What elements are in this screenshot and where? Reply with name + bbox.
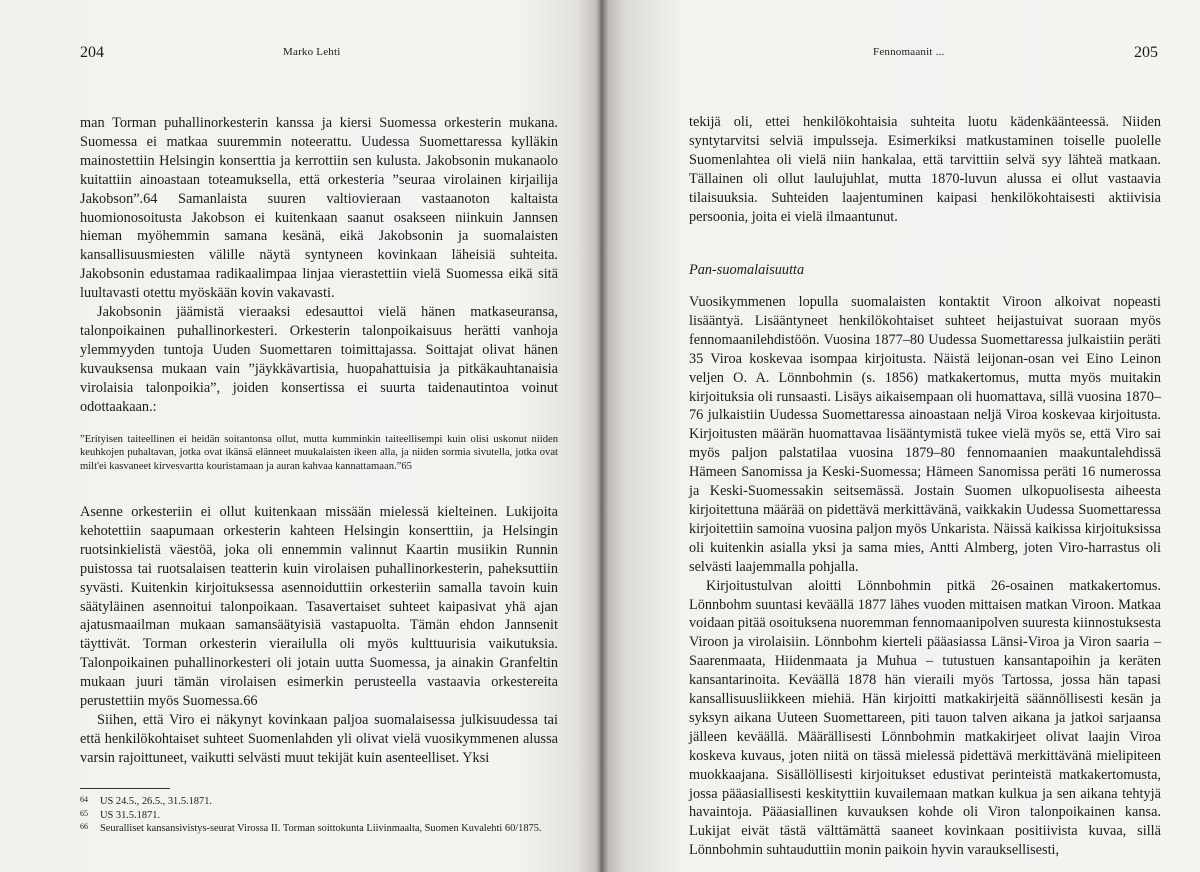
paragraph: man Torman puhallinorkesterin kanssa ja kiersi Suomessa orkesterin mukana. Suomessa ei matkaa suuremmin noteerattu. Uudessa Suomettaressa kylläkin mainostettiin Helsingin konserttia ja kerrottiin sen kulusta. Jakobsonin mukanaolo kuitattiin ainoastaan toteamuksella, että orkesteria ”seuraa virolainen kirjailija Jakobson”.64 Samanlaista suuren valtiovieraan vastaanoton kaltaista huomionosoitusta Jakobson ei kuitenkaan saanut osakseen niinkuin Jannsen hieman myöhemmin samana kesänä, eikä Jakobsonin ja suomalaisten kansallisuusmiesten välille näytä syntyneen kovinkaan läheisiä suhteita. Jakobsonin edustamaa radikaalimpaa linjaa vierastettiin vielä Suomessa eikä sitä luultavasti otettu myöskään kovin vakavasti.	[80, 115, 558, 302]
footnote-divider	[80, 788, 170, 789]
footnotes	[80, 795, 558, 836]
footnote-mark: 66	[80, 822, 88, 832]
left-body-top	[80, 114, 558, 417]
paragraph: Kirjoitustulvan aloitti Lönnbohmin pitkä 26-osainen matkakertomus. Lönnbohm suuntasi keväällä 1877 lähes vuoden mittaisen matkan Viroon. Matkaa voidaan pitää osoituksena nuoremman fennomaanipolven suuresta kiinnostuksesta Viroon ja virolaisiin. Lönnbohm kierteli pääasiassa Länsi-Viroa ja Viron saaria – Saarenmaata, Hiidenmaata ja Muhua – tutustuen kansantapoihin ja keräten kansantarinoita. Keväällä 1878 hän vieraili myös Tartossa, jossa hän tapasi kansallisuusliikkeen miehiä. Hän kirjoitti matkakirjeitä säännöllisesti kesän ja syksyn aikana Uuteen Suomettareen, piti tauon talven aikana ja jatkoi sarjaansa jälleen keväällä. Määrällisesti Lönnbohmin matkakirjeet olivat laajin Viroa koskeva kuvaus, joten niitä on tässä mielessä pidettävä merkittävänä mielipiteen muokkaajana. Sisällöllisesti kirjoitukset edustivat perinteistä matkakertomusta, jossa pääasiallisesti keskityttiin kuvailemaan matkan kulkua ja sen aikana tehtyjä havaintoja. Pääasiallinen kuvauksen kohde oli Viron talonpoikainen kansa. Lukijat eivät tästä välttämättä saaneet kovinkaan positiivista kuvaa, sillä Lönnbohmin suhtauduttiin monin paikoin hyvin varauksellisesti,	[689, 577, 1161, 859]
right-body-main	[689, 293, 1161, 860]
running-head-left: Marko Lehti	[283, 46, 341, 58]
quote-text: ”Erityisen taiteellinen ei heidän soitantonsa ollut, mutta kumminkin taiteellisempi kuin olisi uskonut niiden keuhkojen puhaltavan, jotka ovat ikänsä elänneet muukalaisten ikeen alla, ja niiden sormia sivutella, jotka ovat milt'ei kasvaneet kirvesvartta kouristamaan ja auran kahvaa kannattamaan.”65	[80, 434, 558, 472]
paragraph: Asenne orkesteriin ei ollut kuitenkaan missään mielessä kielteinen. Lukijoita kehotettiin saapumaan orkesterin kahteen Helsingin konserttiin, ja Helsingin ruotsinkielistä väestöä, joka oli ennemmin valinnut Kaartin musiikin Runnin puistossa tai ruotsalaisen teatterin kuin virolaisen puhallinorkesterin, paheksuttiin syvästi. Kuitenkin kirjoituksessa asennoiduttiin orkesteriin samalla tavoin kuin säätyläinen asennoitui talonpoikaan. Tasavertaiset suhteet kaipasivat yhä ajan ajatusmaailman mukaan samansäätyisiä vastapuolta. Tämän ehdon Jannsenit täyttivät. Torman orkesterin vierailulla oli myös kulttuurisia vaikutuksia. Talonpoikainen puhallinorkesteri oli jotain uutta Suomessa, ja ainakin Granfeltin mukaan juuri tämän virolaisen esimerkin perusteella vastaavia orkestereita perustettiin myös Suomessa.66	[80, 504, 558, 710]
right-body-top	[689, 113, 1161, 226]
footnote-text: US 24.5., 26.5., 31.5.1871.	[100, 796, 212, 807]
paragraph: Siihen, että Viro ei näkynyt kovinkaan paljoa suomalaisessa julkisuudessa tai että henkilökohtaiset suhteet Suomenlahden yli olivat vielä vuosikymmenen alussa varsin rajoittuneet, vaikutti selvästi muut tekijät kuin asenteelliset. Yksi	[80, 711, 558, 766]
paragraph: Jakobsonin jäämistä vieraaksi edesauttoi vielä hänen matkaseuransa, talonpoikainen puhallinorkesteri. Orkesterin talonpoikaisuus herätti vanhoja ylemmyyden tuntoja Uuden Suomettaren toimittajassa. Soittajat olivat hänen kuvauksensa mukaan vain ”jäykkävartisia, huopahattuisia ja pitkäkauhtanaisia virolaisia talonpoikia”, joiden konsertissa ei suurta taidenautintoa voinut odottaakaan.:	[80, 304, 558, 415]
paragraph: Vuosikymmenen lopulla suomalaisten kontaktit Viroon alkoivat nopeasti lisääntyä. Lisääntyneet henkilökohtaiset suhteet heijastuivat suoraan myös fennomaanilehdistöön. Vuosina 1877–80 Uudessa Suomettaressa julkaistiin peräti 35 Viroa koskevaa isompaa kirjoitusta. Näistä leijonan-osan vei Eino Leinon veljen O. A. Lönnbohmin (s. 1856) matkakertomus, mutta myös muitakin kirjoituksia oli runsaasti. Lisäys aikaisempaan oli huomattava, sillä vuosina 1870–76 julkaistiin Uudessa Suomettaressa ainoastaan neljä Viroa koskevaa kirjoitusta. Kirjoitusten määrän huomattavaa lisääntymistä tukee vielä myös se, että Viro sai myös paljon palstatilaa vuosina 1879–80 fennomaanien maakuntalehdissä Hämeen Sanomissa ja Keski-Suomessa; Hämeen Sanomissa peräti 16 numerossa ja Keski-Suomessakin seitsemässä. Jostain Suomen ulkopuolisesta aiheesta kirjoitettuna määrää on pidettävä merkittävänä, vaikkakin Uudessa Suomettaressa kirjoitettiin samoina vuosina paljon myös Unkarista. Näissä kaikissa kirjoituksissa oli kuitenkin asialla yksi ja sama mies, Antti Almberg, joten Viro-harrastus oli selvästi laajemmalla pohjalla.	[689, 294, 1161, 575]
paragraph: tekijä oli, ettei henkilökohtaisia suhteita luotu kädenkäänteessä. Niiden syntytarvitsi selviä impulsseja. Esimerkiksi matkustaminen toiselle puolelle Suomenlahtea oli vielä niin hankalaa, että tarvittiin selvä syy lähteä matkaan. Tällainen oli ollut laulujuhlat, mutta 1870-luvun alussa ei ollut vastaavia tilaisuuksia. Suhteiden laajentuminen kaipasi henkilökohtaisesti aktiivisia persoonia, joita ei vielä ilmaantunut.	[689, 114, 1161, 225]
book-gutter-shadow	[596, 0, 608, 872]
left-body-bottom	[80, 503, 558, 768]
block-quote	[80, 433, 558, 473]
footnote	[80, 795, 558, 809]
footnote-text: US 31.5.1871.	[100, 809, 161, 821]
page-number-right: 205	[1134, 44, 1158, 61]
page-number-left: 204	[80, 44, 104, 61]
section-title: Pan-suomalaisuutta	[689, 262, 805, 278]
footnote-text: Seuralliset kansansivistys-seurat Virossa II. Torman soittokunta Liivinmaalta, Suomen Kuvalehti 60/1875.	[100, 823, 542, 835]
footnote-mark: 64	[80, 795, 88, 804]
running-head-right: Fennomaanit ...	[873, 46, 945, 58]
footnote-mark: 65	[80, 808, 88, 818]
footnote	[80, 809, 558, 823]
footnote	[80, 822, 558, 836]
